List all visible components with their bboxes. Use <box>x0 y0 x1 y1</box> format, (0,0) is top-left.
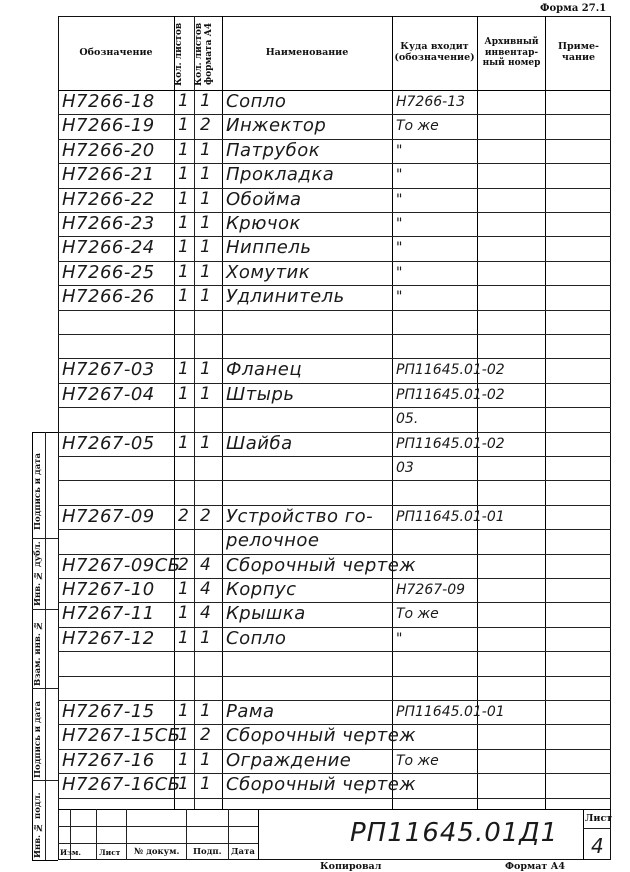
title-sheet-label: Лист <box>585 813 613 824</box>
side-label-sign-date: Подпись и дата <box>33 452 43 530</box>
row-where-used: РП11645.01-02 <box>396 435 505 452</box>
row-designation: Н7266-20 <box>62 139 155 161</box>
form-label: Форма 27.1 <box>540 3 607 14</box>
row-a4-count: 4 <box>200 603 212 624</box>
row-sheet-count: 2 <box>178 554 190 575</box>
col-line <box>545 16 546 809</box>
row-where-used: РП11645.01-01 <box>396 704 505 720</box>
row-name: Сопло <box>226 627 287 649</box>
row-sheet-count: 1 <box>178 286 190 307</box>
side-label-replace-inv: Взам. инв. № <box>33 620 43 686</box>
row-where-used: " <box>396 167 403 184</box>
row-where-used: То же <box>396 606 439 623</box>
row-name: Сборочный чертеж <box>226 554 417 576</box>
row-name: Сопло <box>226 91 287 112</box>
row-where-used: " <box>396 216 403 232</box>
row-where-used: " <box>396 191 403 208</box>
title-doc-no-label: № докум. <box>134 847 180 857</box>
row-where-used: " <box>396 264 403 281</box>
row-where-used: 03 <box>396 460 414 476</box>
row-a4-count: 2 <box>200 505 212 526</box>
row-name: Крючок <box>226 213 301 234</box>
row-sheet-count: 1 <box>178 188 190 209</box>
row-a4-count: 1 <box>200 286 212 307</box>
title-doc-number: РП11645.01Д1 <box>350 818 559 848</box>
row-a4-count: 1 <box>200 701 212 721</box>
header-designation: Обозначение <box>79 46 153 58</box>
header-where-used: Куда входит (обозначение) <box>394 41 475 63</box>
row-designation: Н7267-11 <box>62 603 155 625</box>
row-where-used: 05. <box>396 411 419 428</box>
row-where-used: РП11645.01-02 <box>396 362 505 379</box>
row-sheet-count: 1 <box>178 237 190 258</box>
row-a4-count: 1 <box>200 213 212 233</box>
title-sheet-number: 4 <box>591 834 605 858</box>
side-label-sign-date-2: Подпись и дата <box>33 700 43 778</box>
row-name: Инжектор <box>226 115 327 137</box>
row-a4-count: 1 <box>200 359 212 380</box>
row-name: Штырь <box>226 383 295 405</box>
header-sheet-count: Кол. листов <box>174 22 184 86</box>
row-designation: Н7267-10 <box>62 579 155 600</box>
row-a4-count: 1 <box>200 774 212 795</box>
row-name: Хомутик <box>226 261 311 283</box>
row-sheet-count: 1 <box>178 164 190 185</box>
row-name: Обойма <box>226 188 302 210</box>
row-designation: Н7267-15СБ <box>62 725 181 747</box>
col-line <box>174 16 175 809</box>
row-name: Ниппель <box>226 237 312 259</box>
row-a4-count: 1 <box>200 188 212 209</box>
row-name: Шайба <box>226 432 293 454</box>
row-designation: Н7267-09 <box>62 505 155 527</box>
col-line <box>392 16 393 809</box>
row-a4-count: 1 <box>200 91 212 111</box>
col-line <box>222 16 223 809</box>
row-sheet-count: 1 <box>178 139 190 160</box>
title-sheet-col-label: Лист <box>99 848 121 857</box>
row-a4-count: 1 <box>200 261 212 282</box>
row-sheet-count: 1 <box>178 749 190 770</box>
row-sheet-count: 1 <box>178 359 190 380</box>
col-line <box>477 16 478 809</box>
col-line <box>194 16 195 809</box>
row-designation: Н7267-03 <box>62 359 155 381</box>
title-sign-label: Подп. <box>193 847 222 857</box>
row-designation: Н7267-16СБ <box>62 774 181 796</box>
row-designation: Н7267-15 <box>62 701 155 722</box>
row-where-used: РП11645.01-02 <box>396 386 505 403</box>
row-name: Сборочный чертеж <box>226 774 417 796</box>
row-where-used: " <box>396 289 403 306</box>
row-where-used: Н7267-09 <box>396 582 466 598</box>
row-designation: Н7267-16 <box>62 749 155 771</box>
row-name: Устройство го- <box>226 505 374 527</box>
row-a4-count: 1 <box>200 139 212 160</box>
title-date-label: Дата <box>231 847 255 857</box>
row-sheet-count: 1 <box>178 383 190 404</box>
row-a4-count: 1 <box>200 383 212 404</box>
row-sheet-count: 1 <box>178 701 190 721</box>
row-where-used: " <box>396 142 403 159</box>
row-a4-count: 2 <box>200 725 212 746</box>
row-sheet-count: 1 <box>178 603 190 624</box>
row-sheet-count: 1 <box>178 627 190 648</box>
row-name: Крышка <box>226 603 306 625</box>
row-name: Патрубок <box>226 139 321 161</box>
row-a4-count: 1 <box>200 164 212 185</box>
row-a4-count: 4 <box>200 579 212 599</box>
row-name: Сборочный чертеж <box>226 725 417 747</box>
row-designation: Н7266-24 <box>62 237 155 259</box>
header-note: Приме-чание <box>558 41 599 63</box>
row-name: Удлинитель <box>226 286 345 308</box>
row-name: Ограждение <box>226 749 352 771</box>
row-designation: Н7267-05 <box>62 432 155 454</box>
row-sheet-count: 2 <box>178 505 190 526</box>
row-where-used: Н7266-13 <box>396 94 466 110</box>
title-change-label: Изм. <box>60 848 81 857</box>
row-name: Рама <box>226 701 275 722</box>
row-sheet-count: 1 <box>178 774 190 795</box>
row-designation: Н7266-23 <box>62 213 155 234</box>
row-a4-count: 1 <box>200 432 212 453</box>
row-name: Фланец <box>226 359 303 381</box>
row-designation: Н7266-18 <box>62 91 155 112</box>
row-sheet-count: 1 <box>178 579 190 599</box>
header-a4-count: Кол. листов формата А4 <box>194 22 214 86</box>
row-designation: Н7266-22 <box>62 188 155 210</box>
side-label-dup-inv: Инв. № дубл. <box>33 541 43 606</box>
row-where-used: То же <box>396 752 439 769</box>
row-name: Прокладка <box>226 164 335 186</box>
row-a4-count: 1 <box>200 627 212 648</box>
row-a4-count: 4 <box>200 554 212 575</box>
row-a4-count: 1 <box>200 749 212 770</box>
row-name: Корпус <box>226 579 297 600</box>
header-name: Наименование <box>265 46 349 58</box>
row-sheet-count: 1 <box>178 91 190 111</box>
row-designation: Н7266-25 <box>62 261 155 283</box>
row-designation: Н7267-04 <box>62 383 155 405</box>
footer-format: Формат А4 <box>505 861 565 872</box>
footer-copied: Копировал <box>320 861 382 872</box>
row-where-used: РП11645.01-01 <box>396 508 505 525</box>
row-sheet-count: 1 <box>178 725 190 746</box>
row-designation: Н7267-12 <box>62 627 155 649</box>
row-a4-count: 1 <box>200 237 212 258</box>
side-label-orig-inv: Инв. № подл. <box>33 792 43 858</box>
row-designation: Н7266-19 <box>62 115 155 137</box>
row-sheet-count: 1 <box>178 115 190 136</box>
row-where-used: То же <box>396 118 439 135</box>
row-designation: Н7266-21 <box>62 164 155 186</box>
row-designation: Н7266-26 <box>62 286 155 308</box>
header-archive: Архивный инвентар-ный номер <box>482 37 541 69</box>
row-designation: Н7267-09СБ <box>62 554 181 576</box>
row-sheet-count: 1 <box>178 213 190 233</box>
row-where-used: " <box>396 630 403 647</box>
row-where-used: " <box>396 240 403 257</box>
row-a4-count: 2 <box>200 115 212 136</box>
row-sheet-count: 1 <box>178 432 190 453</box>
row-sheet-count: 1 <box>178 261 190 282</box>
row-name: релочное <box>226 530 320 552</box>
